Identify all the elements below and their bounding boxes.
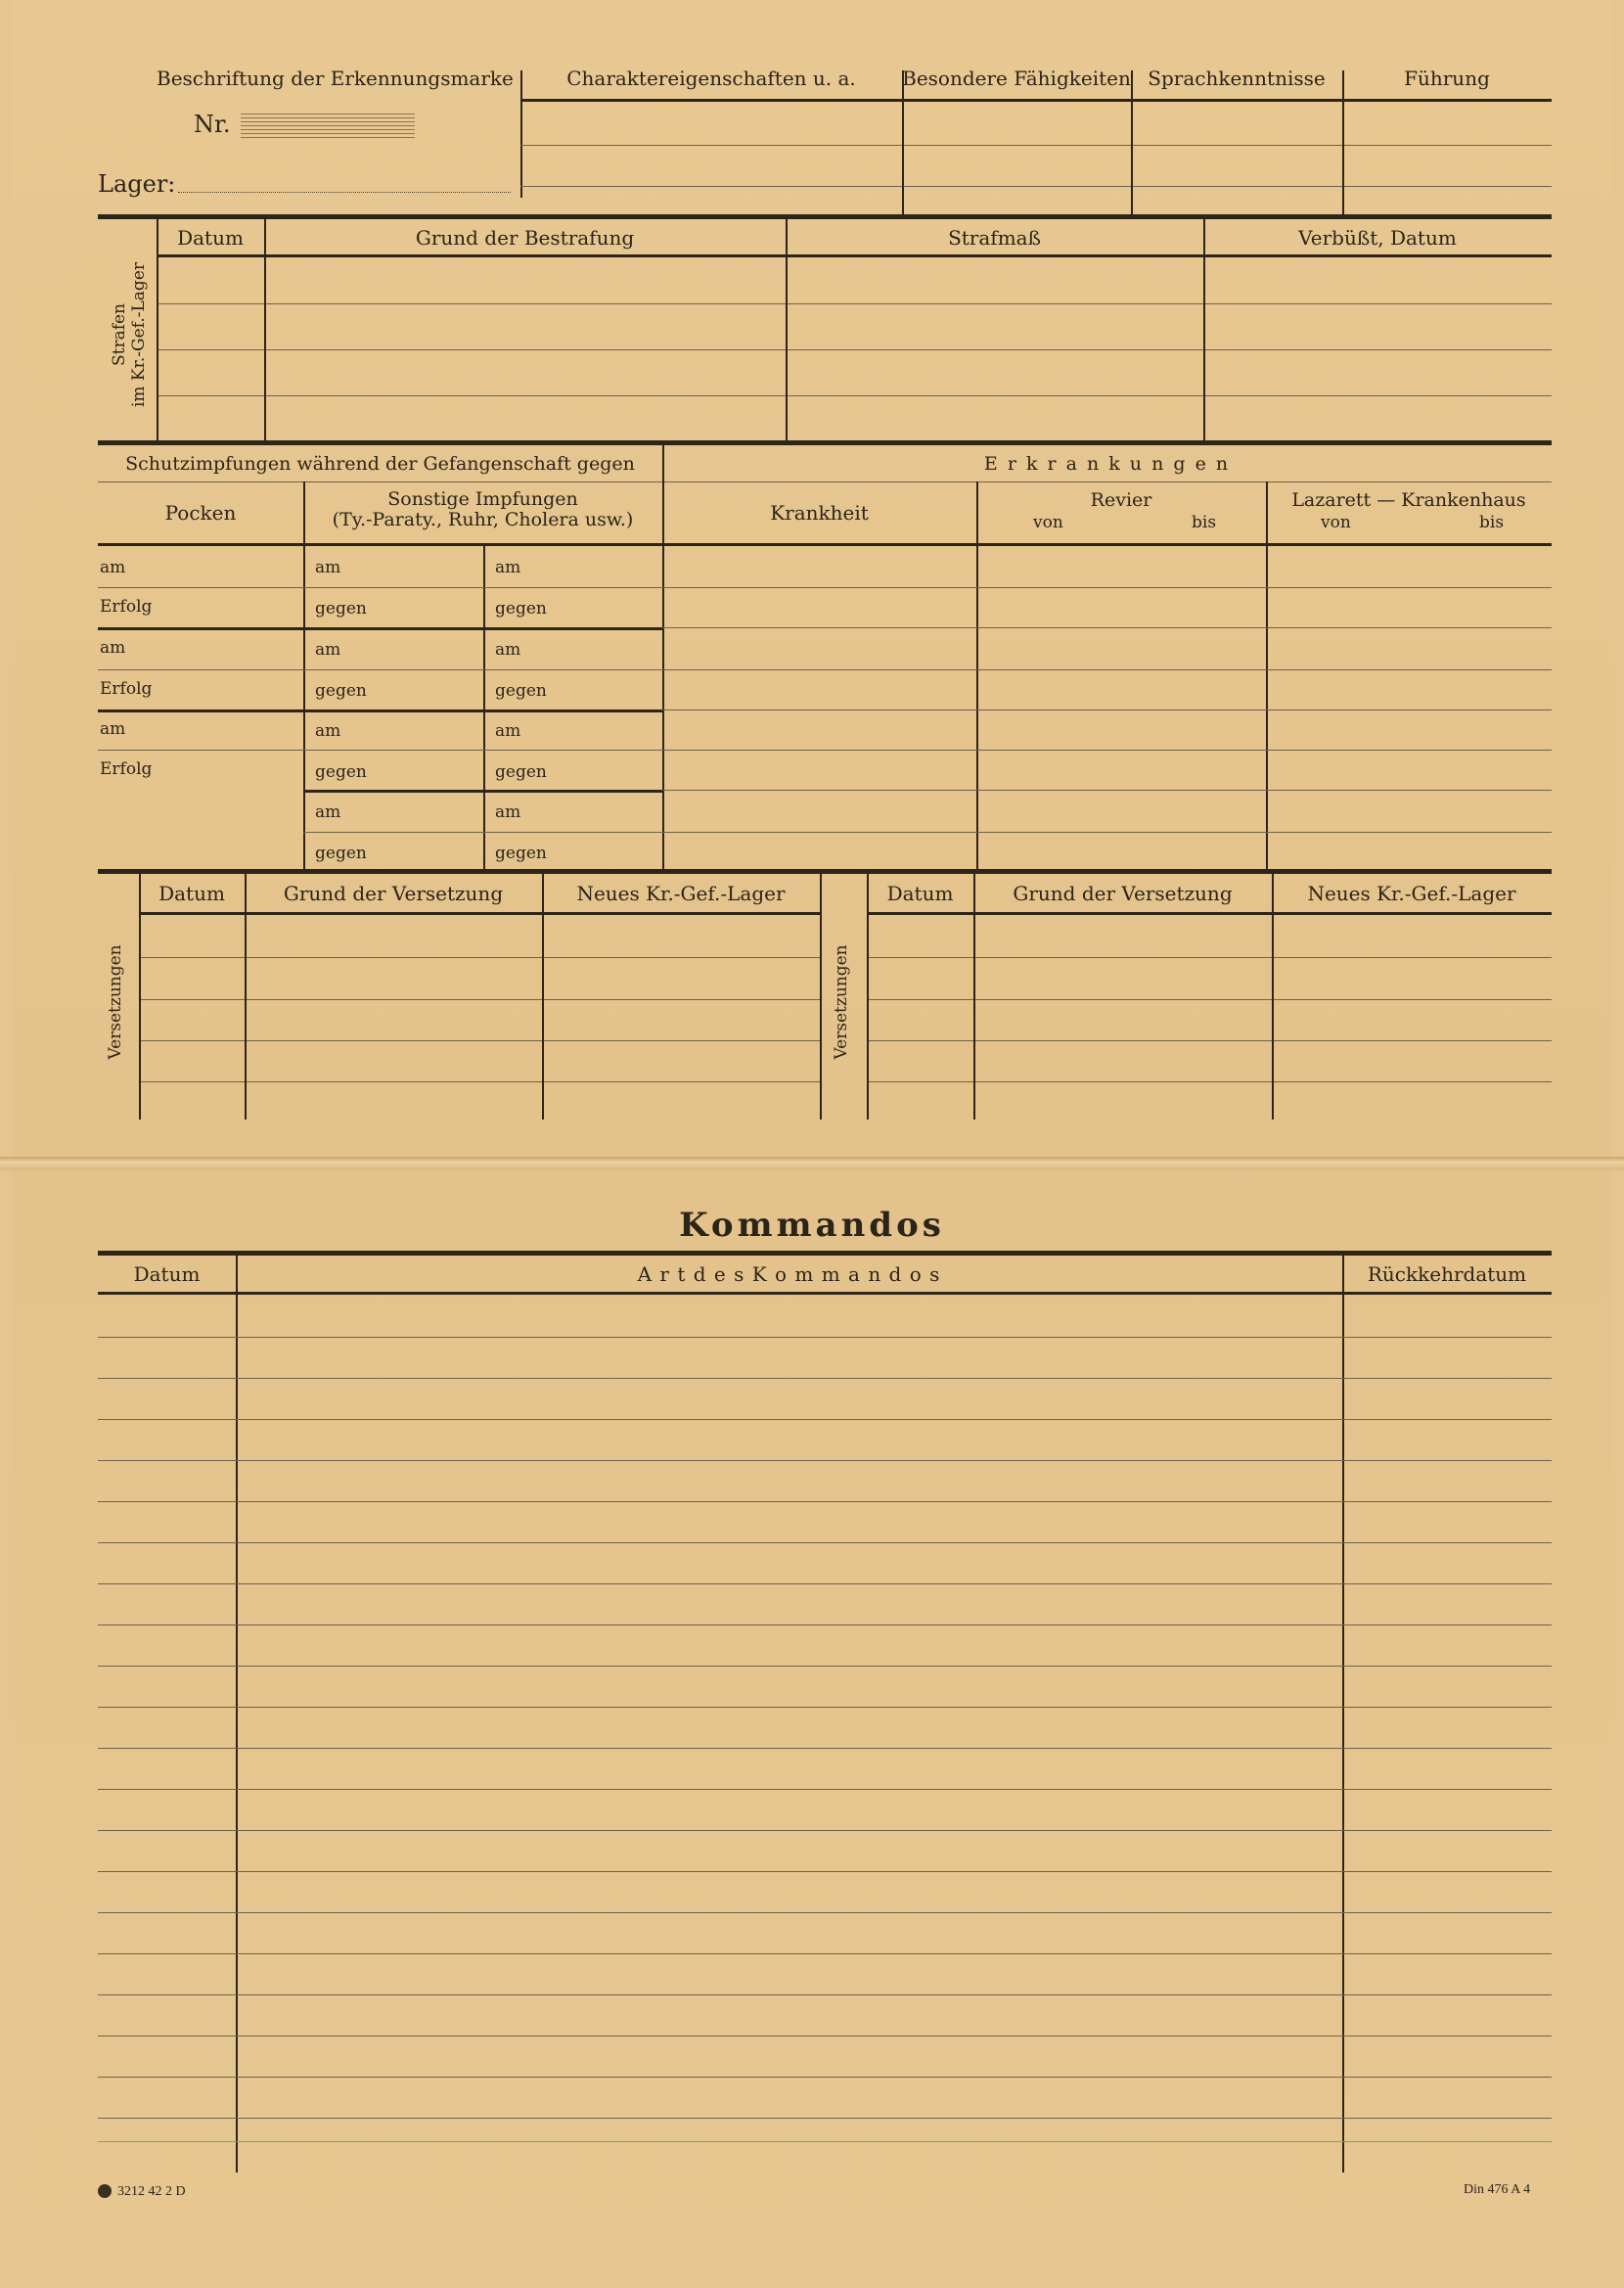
pocken-row-4: Erfolg (100, 679, 153, 699)
erkrankungen-title: E r k r a n k u n g e n (983, 453, 1231, 475)
strafen-side-label: Strafen im Kr.-Gef.-Lager (110, 261, 149, 408)
pocken-row-1: am (100, 558, 126, 577)
sonstige-header: Sonstige Impfungen (Ty.-Paraty., Ruhr, Cholera usw.) (332, 488, 634, 530)
versetzungen-side-label-2: Versetzungen (832, 944, 851, 1060)
nr-label: Nr. (194, 111, 231, 138)
lager-field[interactable] (178, 192, 511, 193)
versetzungen-side-label-1: Versetzungen (106, 944, 125, 1060)
strafen-col-strafmass: Strafmaß (948, 226, 1041, 250)
form-code: 3212 42 2 D (117, 2184, 186, 2199)
strafen-col-datum: Datum (177, 226, 244, 250)
lager-label: Lager: (98, 170, 176, 198)
form-sheet (12, 0, 1612, 2288)
nr-field-lines[interactable] (241, 114, 415, 141)
kommandos-col-rueckkehr: Rückkehrdatum (1367, 1262, 1527, 1286)
vers-col-grund-2: Grund der Versetzung (1013, 882, 1233, 905)
col-sprachkenntnisse: Sprachkenntnisse (1148, 67, 1326, 90)
lazarett-bis: bis (1479, 513, 1505, 532)
impfungen-title: Schutzimpfungen während der Gefangenschaft gegen (125, 453, 635, 475)
krankheit-header: Krankheit (770, 501, 869, 525)
pocken-row-3: am (100, 638, 126, 658)
pocken-row-5: am (100, 719, 126, 739)
kommandos-col-datum: Datum (133, 1262, 201, 1286)
strafen-col-verbuesst: Verbüßt, Datum (1298, 226, 1457, 250)
vers-col-datum-1: Datum (158, 882, 225, 905)
lazarett-von: von (1321, 513, 1351, 532)
vers-col-datum-2: Datum (886, 882, 954, 905)
kommandos-col-art: A r t d e s K o m m a n d o s (637, 1262, 941, 1286)
revier-bis: bis (1192, 513, 1217, 532)
pocken-header: Pocken (164, 501, 237, 525)
revier-von: von (1033, 513, 1063, 532)
vers-col-lager-2: Neues Kr.-Gef.-Lager (1307, 882, 1516, 905)
pocken-row-6: Erfolg (100, 759, 153, 779)
vers-col-lager-1: Neues Kr.-Gef.-Lager (576, 882, 786, 905)
publisher-seal-icon (98, 2184, 112, 2198)
din-format: Din 476 A 4 (1464, 2182, 1531, 2197)
kommandos-title: Kommandos (679, 1206, 945, 1245)
vers-col-grund-1: Grund der Versetzung (283, 882, 504, 905)
col-charakter: Charaktereigenschaften u. a. (566, 67, 856, 90)
erkennungsmarke-label: Beschriftung der Erkennungsmarke (157, 67, 514, 90)
revier-header: Revier (1090, 489, 1152, 511)
col-faehigkeiten: Besondere Fähigkeiten (902, 67, 1131, 90)
lazarett-header: Lazarett — Krankenhaus (1291, 489, 1526, 511)
pocken-row-2: Erfolg (100, 597, 153, 617)
paper-fold (0, 1157, 1624, 1170)
col-fuehrung: Führung (1404, 67, 1490, 90)
strafen-col-grund: Grund der Bestrafung (415, 226, 635, 250)
